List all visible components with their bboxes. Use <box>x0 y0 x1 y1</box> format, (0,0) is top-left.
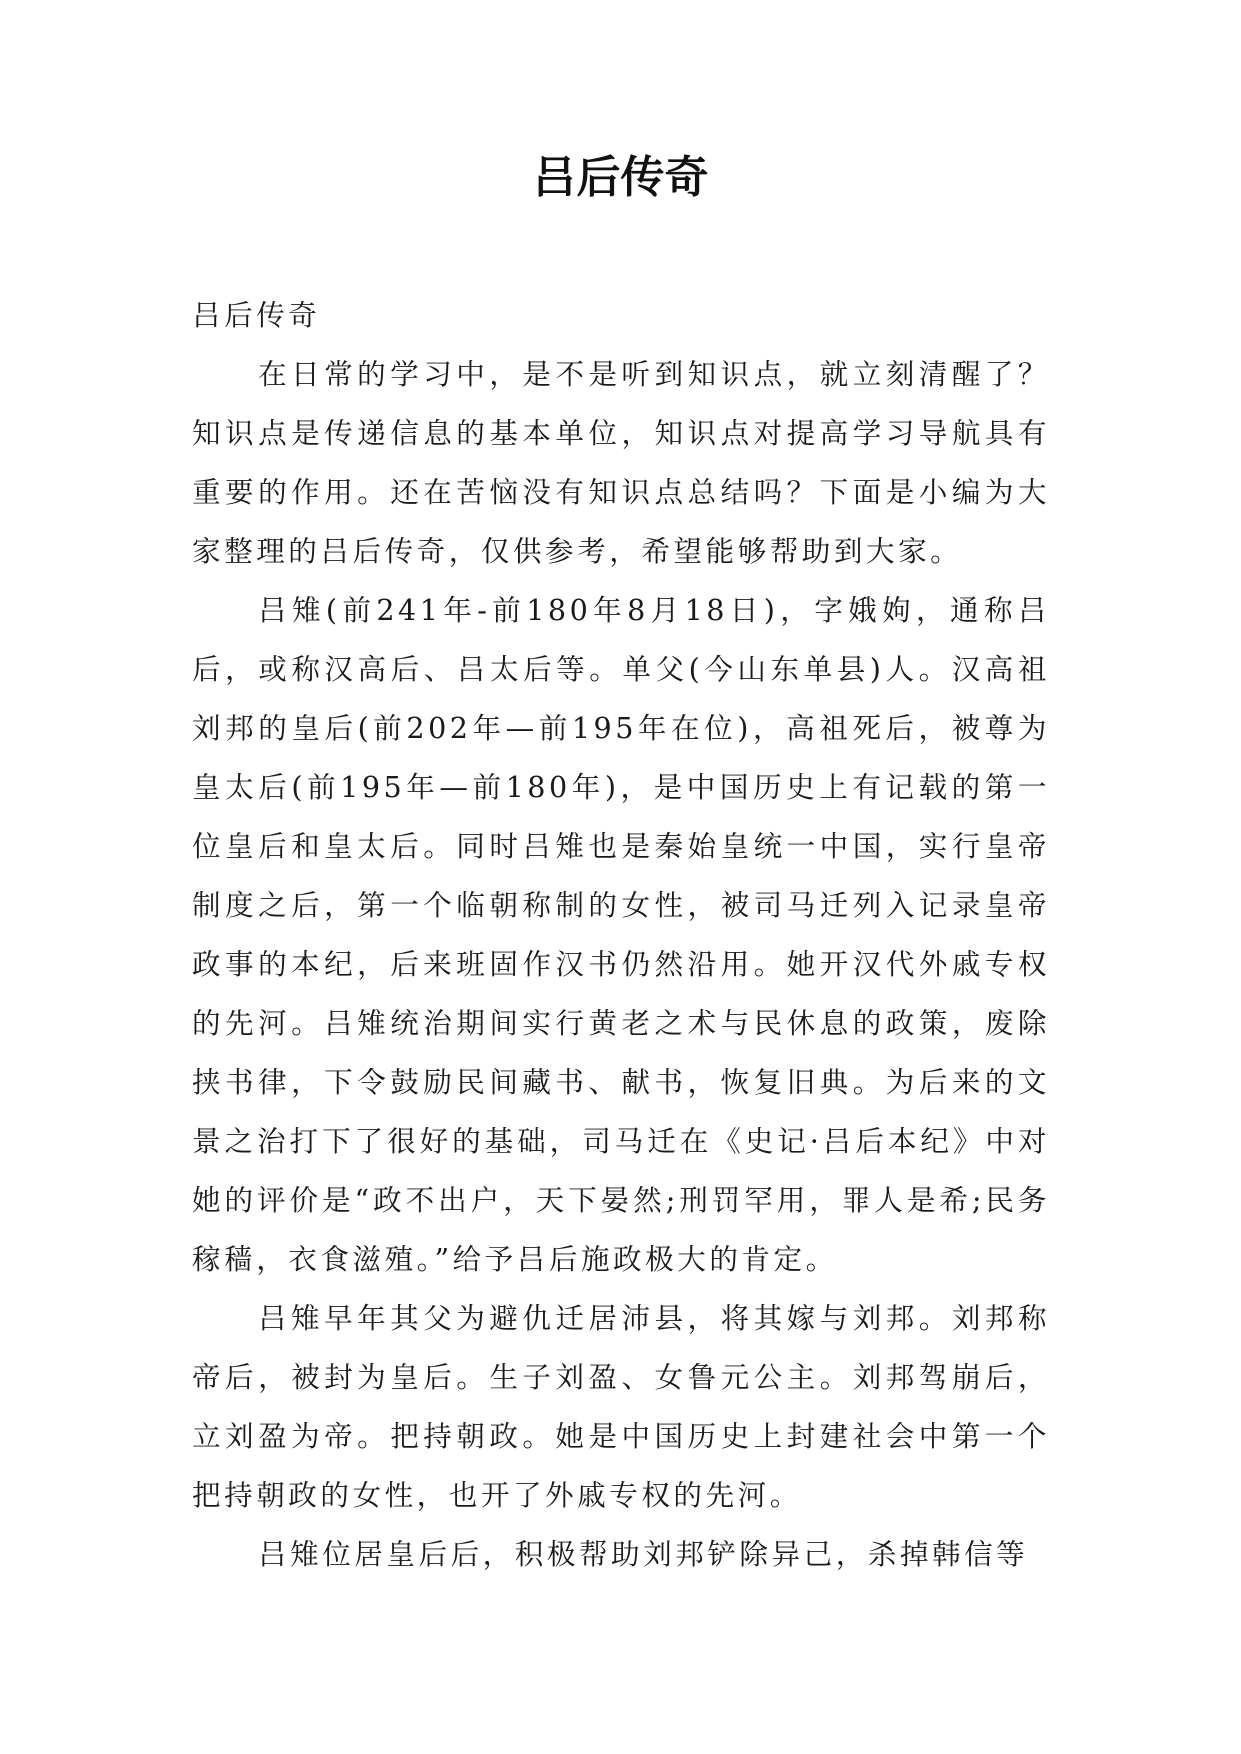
document-title: 吕后传奇 <box>532 152 709 203</box>
section-heading: 吕后传奇 <box>192 298 321 332</box>
paragraph-biography: 吕雉(前241年-前180年8月18日)，字娥姁，通称吕后，或称汉高后、吕太后等。单父(今山东单县)人。汉高祖刘邦的皇后(前202年—前195年在位)，高祖死后，被尊为皇太后(前195年—前180年)，是中国历史上有记载的第一位皇后和皇太后。同时吕雉也是秦始皇统一中国，实行皇帝制度之后，第一个临朝称制的女性，被司马迁列入记录皇帝政事的本纪，后来班固作汉书仍然沿用。她开汉代外戚专权的先河。吕雉统治期间实行黄老之术与民休息的政策，废除挟书律，下令鼓励民间藏书、献书，恢复旧典。为后来的文景之治打下了很好的基础，司马迁在《史记·吕后本纪》中对她的评价是“政不出户，天下晏然;刑罚罕用，罪人是希;民务稼穑，衣食滋殖。”给予吕后施政极大的肯定。 <box>192 593 1050 1276</box>
paragraph-intro: 在日常的学习中，是不是听到知识点，就立刻清醒了？知识点是传递信息的基本单位，知识点对提高学习导航具有重要的作用。还在苦恼没有知识点总结吗？下面是小编为大家整理的吕后传奇，仅供参考，希望能够帮助到大家。 <box>192 357 1050 568</box>
paragraph-empress: 吕雉位居皇后后，积极帮助刘邦铲除异己，杀掉韩信等 <box>258 1537 1029 1571</box>
paragraph-early-life: 吕雉早年其父为避仇迁居沛县，将其嫁与刘邦。刘邦称帝后，被封为皇后。生子刘盈、女鲁元公主。刘邦驾崩后，立刘盈为帝。把持朝政。她是中国历史上封建社会中第一个把持朝政的女性，也开了外戚专权的先河。 <box>192 1301 1050 1512</box>
document-body <box>192 286 1050 1584</box>
